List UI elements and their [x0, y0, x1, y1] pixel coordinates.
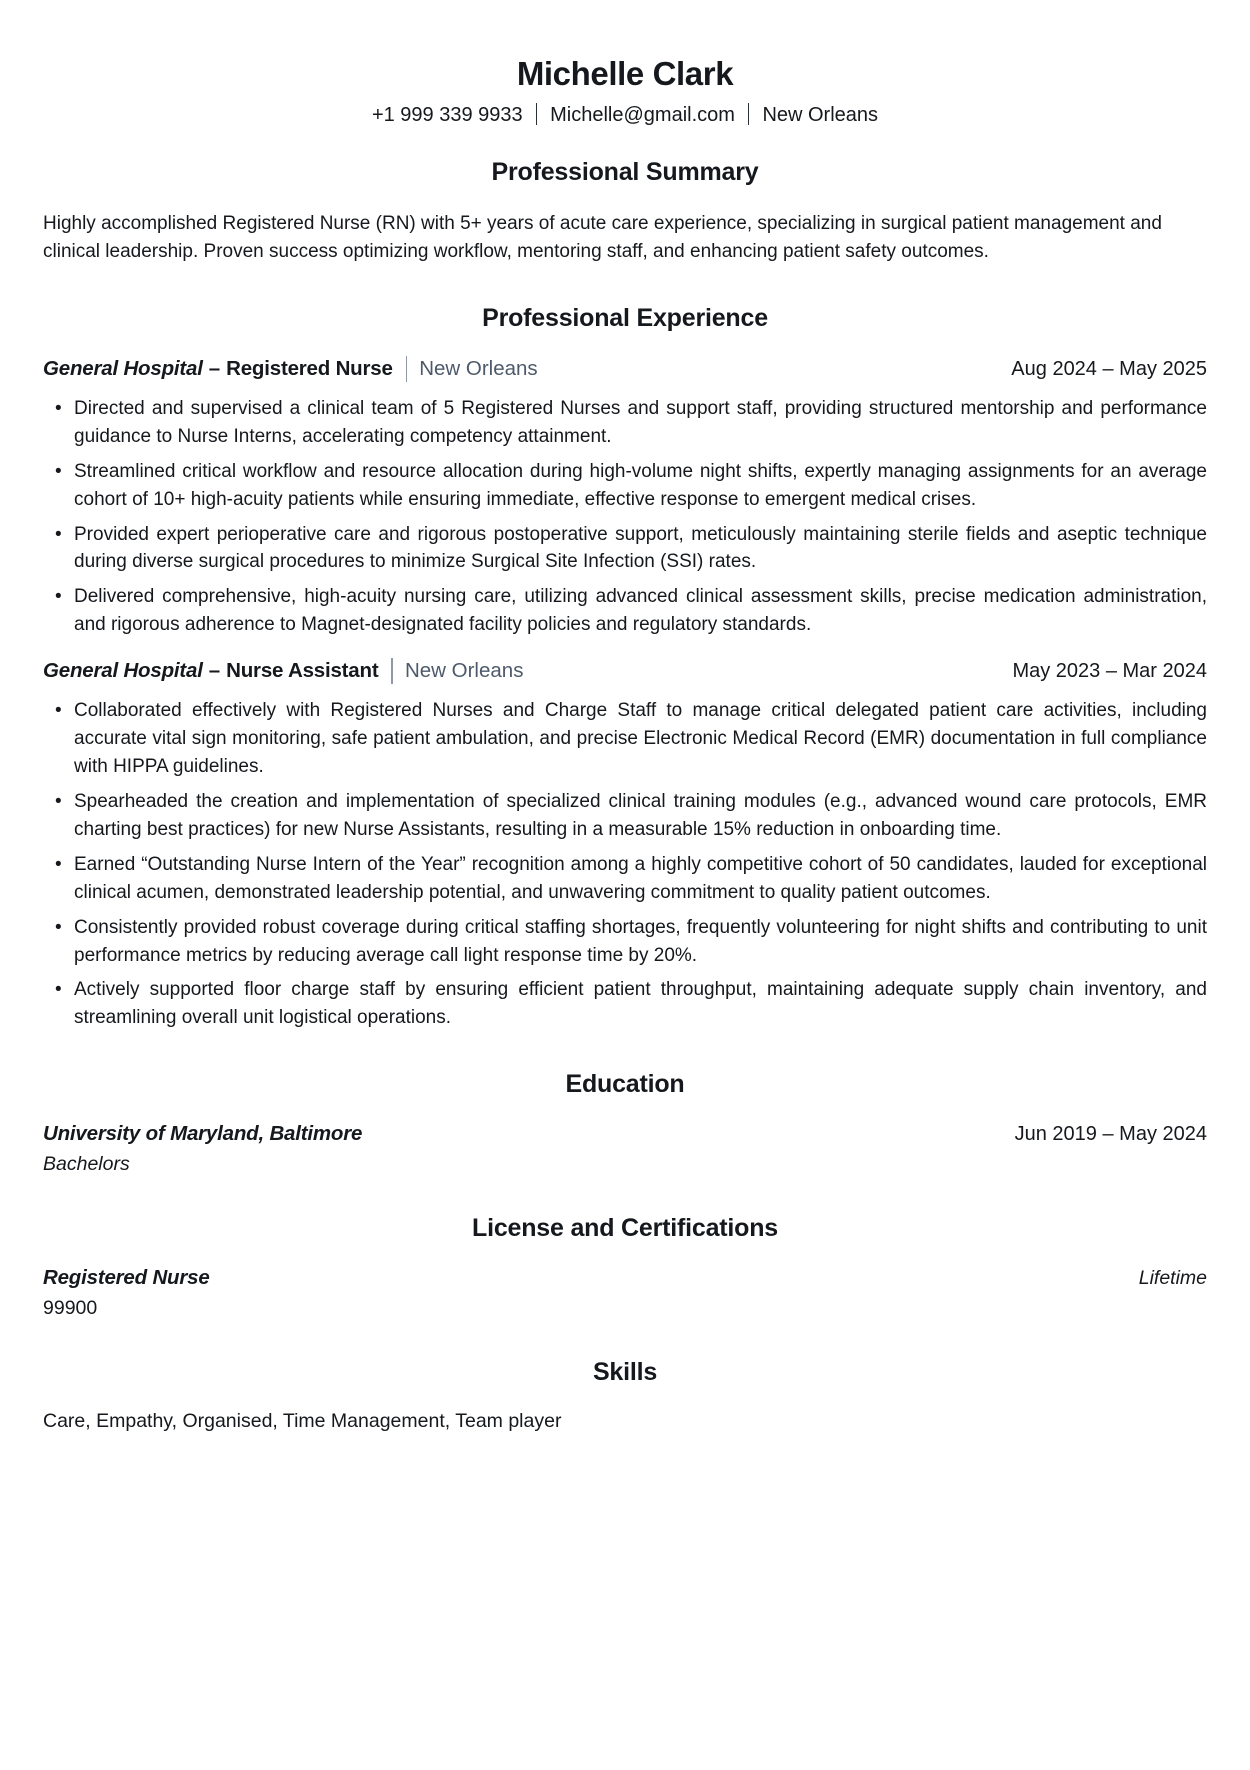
job-company: General Hospital: [43, 659, 203, 683]
job-entry: [43, 658, 1207, 1032]
job-bullet-list: [43, 395, 1207, 639]
job-title-separator: –: [208, 356, 221, 380]
license-section: [43, 1214, 1207, 1320]
job-dates: Aug 2024 – May 2025: [1011, 357, 1207, 380]
job-bullet-text: Consistently provided robust coverage during critical staffing shortages, frequently volunteering for night shifts and contributing to unit performance metrics by reducing average call light response time by 20%.: [74, 916, 1207, 966]
job-bullet-text: Delivered comprehensive, high-acuity nursing care, utilizing advanced clinical assessment skills, precise medication administration, and rigorous adherence to Magnet-designated facility policies and regulatory standards.: [74, 586, 1207, 636]
resume-header: [43, 54, 1207, 127]
job-entry: [43, 356, 1207, 639]
education-school: University of Maryland, Baltimore: [43, 1122, 363, 1146]
job-bullet: [43, 521, 1207, 577]
job-bullet: [43, 697, 1207, 781]
job-bullet-text: Earned “Outstanding Nurse Intern of the Year” recognition among a highly competitive cohort of 50 candidates, lauded for exceptional clinical acumen, demonstrated leadership potential, and unwavering commitment to quality patient outcomes.: [74, 853, 1207, 903]
job-location: New Orleans: [419, 356, 538, 380]
skills-text: Care, Empathy, Organised, Time Management, Team player: [43, 1410, 562, 1433]
summary-title: Professional Summary: [491, 157, 759, 186]
job-bullet-text: Directed and supervised a clinical team of 5 Registered Nurses and support staff, providing structured mentorship and performance guidance to Nurse Interns, accelerating competency attainment.: [74, 397, 1207, 447]
contact-line: [43, 103, 1207, 127]
license-entry: [43, 1266, 1207, 1290]
education-entry: [43, 1122, 1207, 1146]
education-degree: Bachelors: [43, 1153, 130, 1176]
contact-phone: +1 999 339 9933: [371, 103, 523, 126]
job-dates: May 2023 – Mar 2024: [1012, 660, 1207, 683]
job-bullet-text: Actively supported floor charge staff by ensuring efficient patient throughput, maintaining adequate supply chain inventory, and streamlining overall unit logistical operations.: [74, 979, 1207, 1029]
candidate-name: Michelle Clark: [516, 55, 734, 92]
job-bullet-text: Collaborated effectively with Registered Nurses and Charge Staff to manage critical delegated patient care activities, including accurate vital sign monitoring, safe patient ambulation, and precise Electronic Medical Record (EMR) documentation in full compliance with HIPPA guidelines.: [74, 700, 1207, 778]
job-bullet-text: Streamlined critical workflow and resource allocation during high-volume night shifts, expertly managing assignments for an average cohort of 10+ high-acuity patients while ensuring immediate, effective response to emergent medical crises.: [74, 460, 1207, 510]
license-name: Registered Nurse: [43, 1266, 210, 1290]
license-number: 99900: [43, 1297, 98, 1320]
experience-section: [43, 304, 1207, 1033]
job-bullet: [43, 583, 1207, 639]
job-bullet-list: [43, 697, 1207, 1032]
job-bullet: [43, 458, 1207, 514]
license-title: License and Certifications: [472, 1214, 778, 1243]
contact-location: New Orleans: [762, 103, 879, 126]
contact-email: Michelle@gmail.com: [550, 103, 735, 126]
experience-title: Professional Experience: [482, 303, 768, 332]
job-bullet-text: Spearheaded the creation and implementation of specialized clinical training modules (e.g., advanced wound care protocols, EMR charting best practices) for new Nurse Assistants, resulting in a measurable 15% reduction in onboarding time.: [74, 790, 1207, 840]
education-section: [43, 1070, 1207, 1176]
job-header: [43, 356, 1207, 382]
job-title-separator: –: [208, 659, 221, 683]
job-bullet: [43, 851, 1207, 907]
summary-text: Highly accomplished Registered Nurse (RN) with 5+ years of acute care experience, specializing in surgical patient management and clinical leadership. Proven success optimizing workflow, mentoring staff, and enhancing patient safety outcomes.: [43, 212, 1162, 262]
location-divider-icon: [406, 356, 408, 382]
summary-section: [43, 158, 1207, 266]
job-location: New Orleans: [404, 659, 524, 683]
license-validity: Lifetime: [1138, 1267, 1207, 1290]
job-company: General Hospital: [43, 356, 203, 380]
skills-section: [43, 1358, 1207, 1433]
job-bullet-text: Provided expert perioperative care and rigorous postoperative support, meticulously maintaining sterile fields and aseptic technique during diverse surgical procedures to minimize Surgical Site Infection (SSI) rates.: [74, 523, 1207, 573]
job-role: Nurse Assistant: [226, 659, 379, 683]
contact-divider-icon: [536, 103, 538, 125]
job-bullet: [43, 395, 1207, 451]
skills-title: Skills: [592, 1358, 658, 1387]
contact-divider-icon: [748, 103, 750, 125]
job-header: [43, 658, 1207, 684]
job-bullet: [43, 976, 1207, 1032]
location-divider-icon: [391, 658, 393, 684]
education-title: Education: [565, 1070, 685, 1099]
education-dates: Jun 2019 – May 2024: [1014, 1123, 1207, 1146]
job-title-group: [43, 658, 523, 684]
job-role: Registered Nurse: [226, 356, 393, 380]
job-bullet: [43, 788, 1207, 844]
job-title-group: [43, 356, 538, 382]
job-bullet: [43, 914, 1207, 970]
